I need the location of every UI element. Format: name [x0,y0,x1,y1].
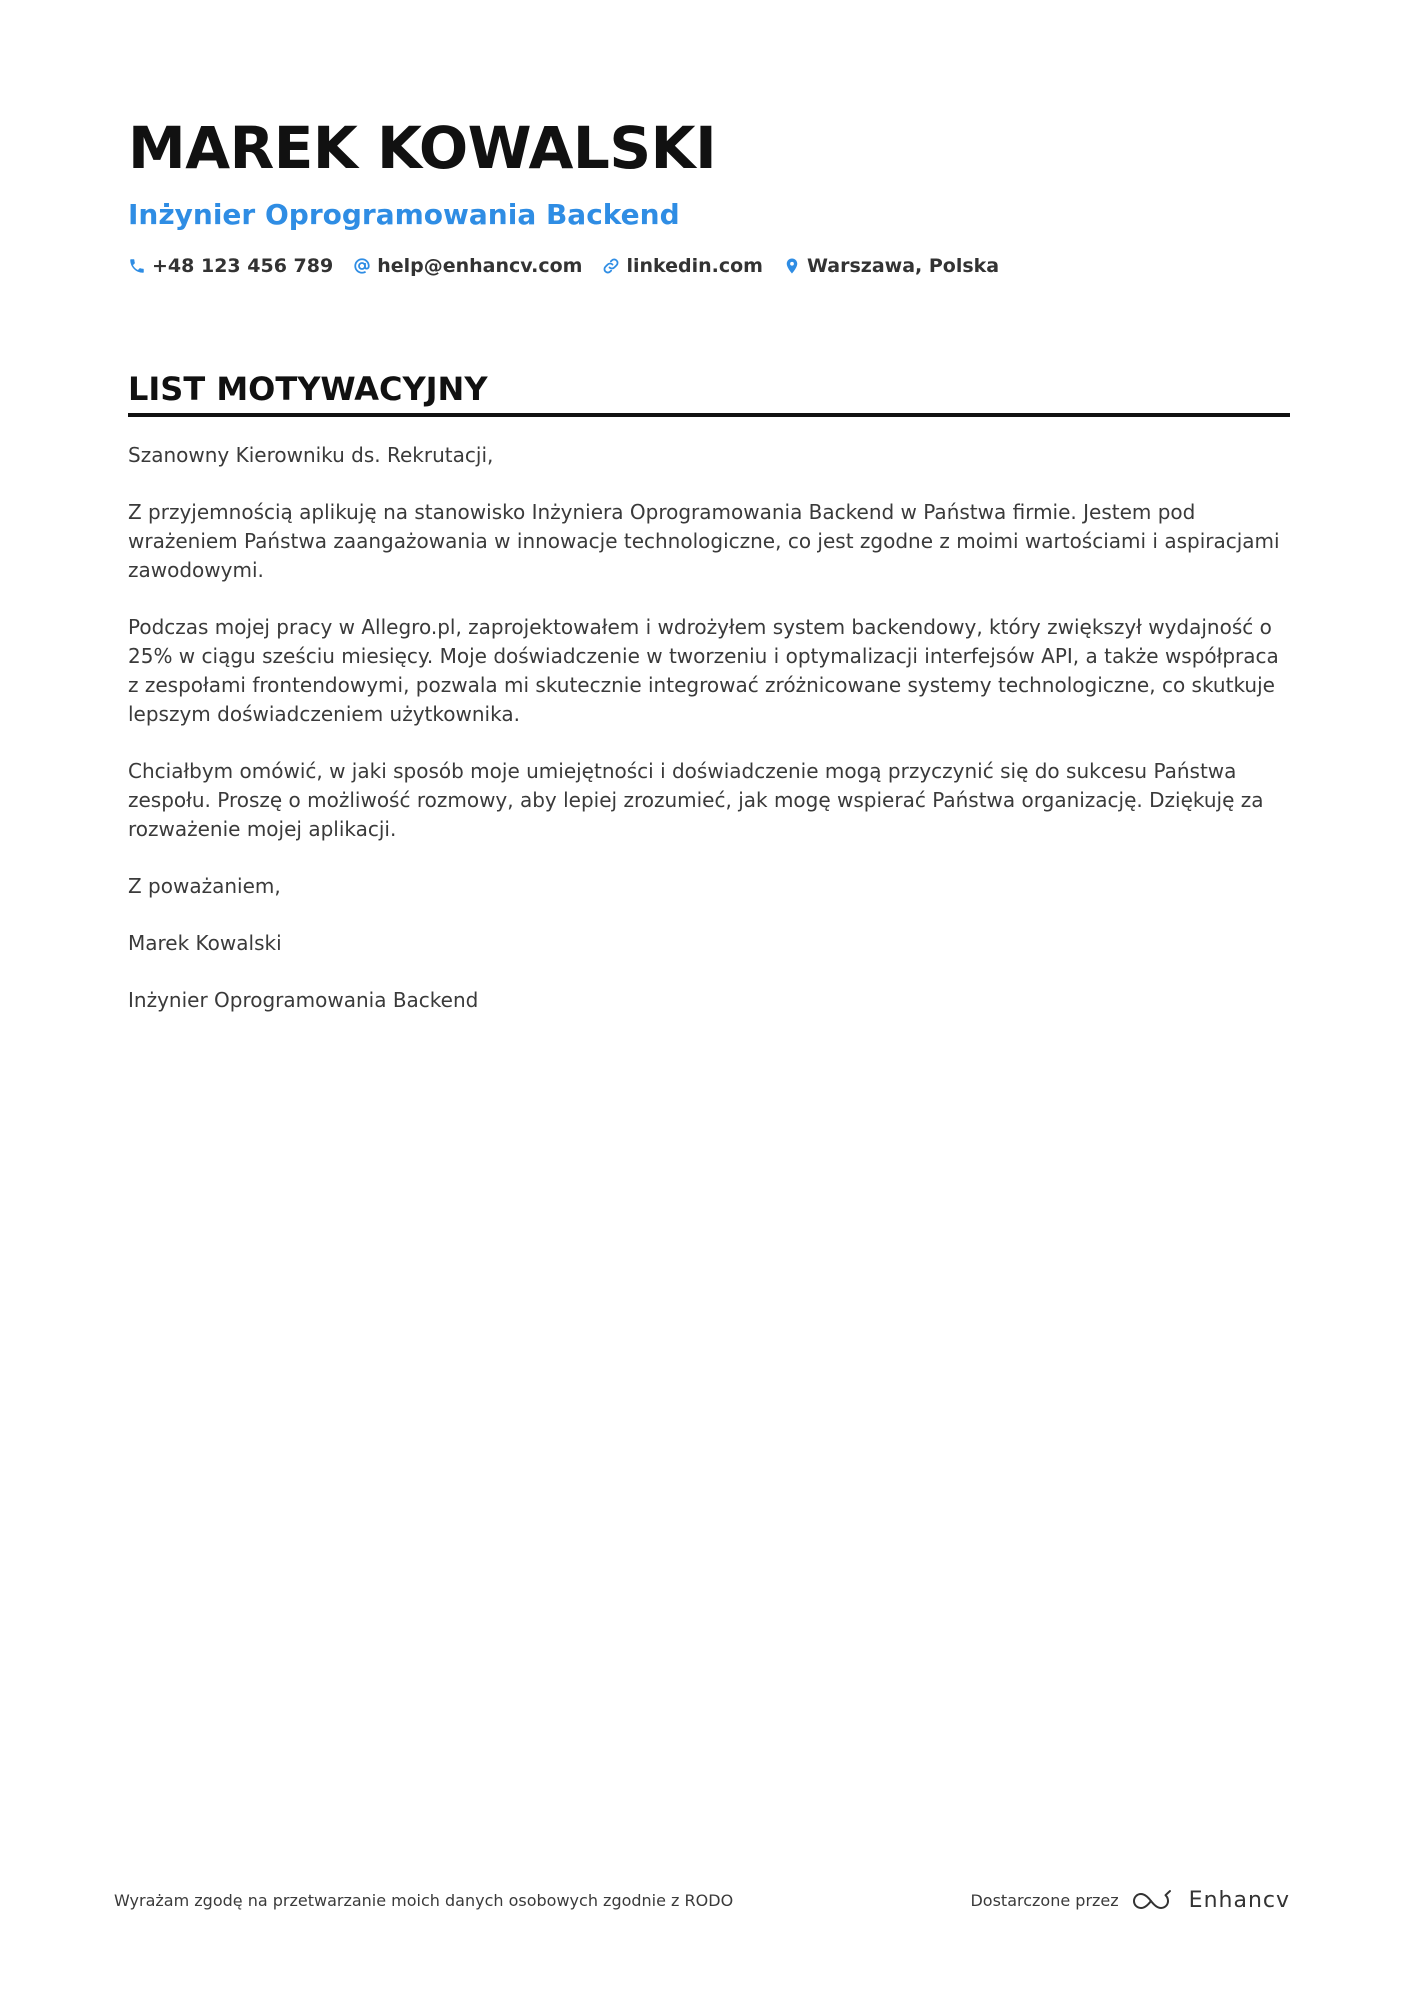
powered-by [970,1888,1290,1913]
section-divider [128,413,1290,417]
signature-name: Marek Kowalski [128,931,282,955]
at-icon [353,257,371,275]
letter-closing: Z poważaniem, [128,874,281,898]
phone-icon [128,257,146,275]
section-title: LIST MOTYWACYJNY [128,370,488,408]
link-icon [602,257,620,275]
candidate-name: MAREK KOWALSKI [128,114,717,182]
gdpr-consent: Wyrażam zgodę na przetwarzanie moich danych osobowych zgodnie z RODO [114,1891,734,1910]
letter-greeting: Szanowny Kierowniku ds. Rekrutacji, [128,443,494,467]
powered-by-label: Dostarczone przez [970,1891,1119,1910]
page-footer [114,1888,1290,1913]
contact-bar [128,255,1290,277]
cover-letter-page [128,105,1290,1043]
contact-phone [128,255,333,277]
contact-email [353,255,582,277]
enhancv-brand[interactable] [1131,1888,1290,1913]
enhancv-logo-icon [1131,1889,1177,1913]
letter-paragraph: Podczas mojej pracy w Allegro.pl, zaprojektowałem i wdrożyłem system backendowy, który zwiększył wydajność o 25% w ciągu sześciu miesięcy. Moje doświadczenie w tworzeniu i optymalizacji interfejsów API, a także współpraca z zespołami frontendowymi, pozwala mi skutecznie integrować zróżnicowane systemy technologiczne, co skutkuje lepszym doświadczeniem użytkownika. [128,615,1279,726]
linkedin-url[interactable]: linkedin.com [626,255,763,277]
letter-paragraph: Chciałbym omówić, w jaki sposób moje umiejętności i doświadczenie mogą przyczynić się do sukcesu Państwa zespołu. Proszę o możliwość rozmowy, aby lepiej zrozumieć, jak mogę wspierać Państwa organizację. Dziękuję za rozważenie mojej aplikacji. [128,759,1264,841]
letter-body [128,441,1290,1015]
email-address[interactable]: help@enhancv.com [377,255,583,277]
location-text: Warszawa, Polska [806,255,1000,277]
letter-paragraph: Z przyjemnością aplikuję na stanowisko Inżyniera Oprogramowania Backend w Państwa firmie. Jestem pod wrażeniem Państwa zaangażowania w innowacje technologiczne, co jest zgodne z moimi wartościami i aspiracjami zawodowymi. [128,500,1280,582]
enhancv-wordmark: Enhancv [1188,1888,1290,1913]
phone-number: +48 123 456 789 [152,255,334,277]
candidate-job-title: Inżynier Oprogramowania Backend [128,198,680,231]
contact-location [783,255,999,277]
contact-linkedin [602,255,763,277]
signature-title: Inżynier Oprogramowania Backend [128,988,479,1012]
location-pin-icon [783,257,801,275]
